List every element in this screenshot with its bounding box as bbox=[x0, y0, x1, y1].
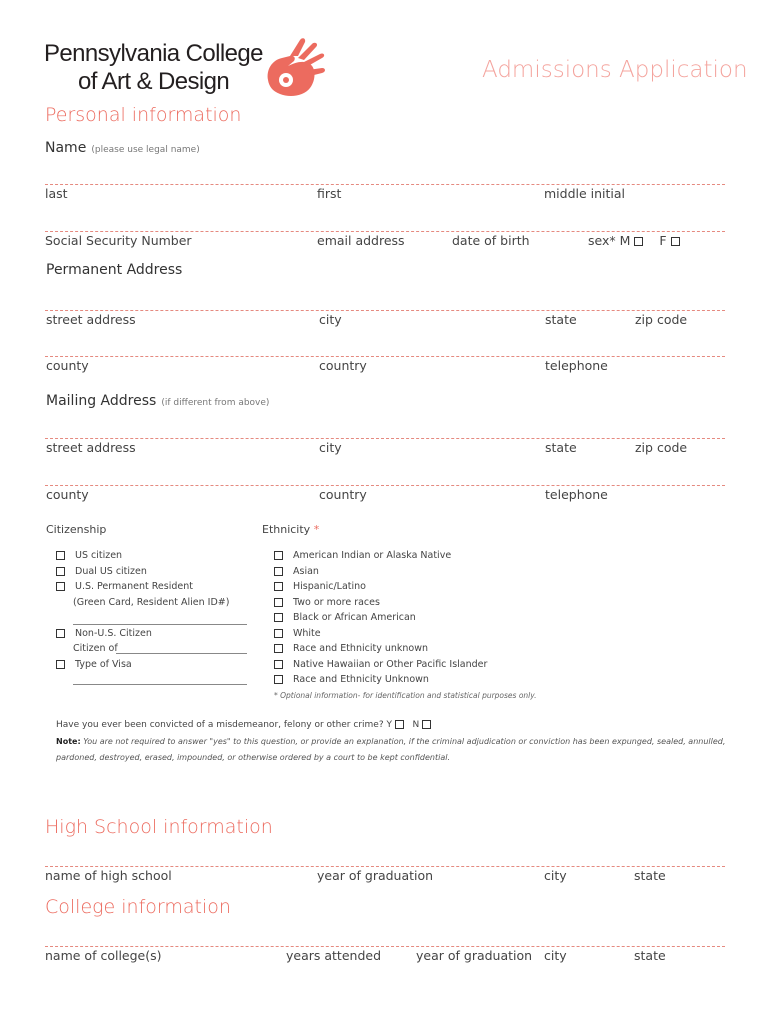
name-label-row bbox=[45, 137, 200, 156]
green-card-note: (Green Card, Resident Alien ID#) bbox=[73, 597, 230, 608]
first-name-label: first bbox=[317, 186, 342, 201]
sex-row bbox=[588, 233, 680, 248]
checkbox-ethnicity[interactable] bbox=[274, 582, 283, 591]
checkbox-ethnicity[interactable] bbox=[274, 613, 283, 622]
citizenship-visa[interactable]: Type of Visa bbox=[56, 659, 132, 670]
perm-city-label: city bbox=[319, 312, 342, 327]
high-school-heading: High School information bbox=[45, 816, 273, 838]
middle-initial-label: middle initial bbox=[544, 186, 626, 201]
ethnicity-option[interactable]: Native Hawaiian or Other Pacific Islander bbox=[274, 659, 487, 670]
perm-county-label: county bbox=[46, 358, 89, 373]
citizenship-us[interactable]: US citizen bbox=[56, 550, 122, 561]
email-label: email address bbox=[317, 233, 405, 248]
high-school-name-label: name of high school bbox=[45, 868, 172, 883]
citizenship-permanent[interactable]: U.S. Permanent Resident bbox=[56, 581, 193, 592]
checkbox-ethnicity[interactable] bbox=[274, 660, 283, 669]
ethnicity-star: * bbox=[313, 523, 320, 536]
mail-telephone-label: telephone bbox=[545, 487, 608, 502]
perm-telephone-label: telephone bbox=[545, 358, 608, 373]
crime-note-label: Note: bbox=[56, 737, 81, 746]
perm-zip-label: zip code bbox=[635, 312, 688, 327]
name-note: (please use legal name) bbox=[91, 145, 200, 155]
ethnicity-option[interactable]: Race and Ethnicity Unknown bbox=[274, 674, 429, 685]
rule-ssn[interactable] bbox=[45, 231, 725, 232]
citizenship-non-us[interactable]: Non-U.S. Citizen bbox=[56, 628, 152, 639]
ssn-label: Social Security Number bbox=[45, 233, 192, 248]
rule-name[interactable] bbox=[45, 184, 725, 185]
college-grad-label: year of graduation bbox=[416, 948, 533, 963]
college-heading: College information bbox=[45, 896, 231, 918]
ethnicity-footnote: * Optional information- for identification and statistical purposes only. bbox=[274, 691, 537, 700]
ethnicity-option[interactable]: White bbox=[274, 628, 321, 639]
rule-perm-street[interactable] bbox=[45, 310, 725, 311]
ethnicity-option[interactable]: Asian bbox=[274, 566, 319, 577]
personal-heading: Personal information bbox=[45, 104, 242, 126]
mail-city-label: city bbox=[319, 440, 342, 455]
ethnicity-option[interactable]: Race and Ethnicity unknown bbox=[274, 643, 428, 654]
crime-yes-label: Y bbox=[386, 720, 392, 730]
citizenship-heading: Citizenship bbox=[46, 523, 107, 536]
dob-label: date of birth bbox=[452, 233, 530, 248]
crime-question: Have you ever been convicted of a misdemeanor, felony or other crime? bbox=[56, 720, 384, 730]
perm-state-label: state bbox=[545, 312, 577, 327]
checkbox-ethnicity[interactable] bbox=[274, 567, 283, 576]
female-checkbox[interactable] bbox=[671, 237, 680, 246]
checkbox-visa[interactable] bbox=[56, 660, 65, 669]
crime-question-row bbox=[56, 720, 431, 730]
ethnicity-option[interactable]: Black or African American bbox=[274, 612, 416, 623]
male-label: M bbox=[619, 233, 631, 248]
mailing-note: (if different from above) bbox=[161, 398, 270, 408]
page-title: Admissions Application bbox=[482, 57, 748, 83]
crime-note-text1: You are not required to answer "yes" to this question, or provide an explanation, if the criminal adjudication or conviction has been expunged, sealed, annulled, bbox=[83, 737, 726, 746]
high-school-city-label: city bbox=[544, 868, 567, 883]
visa-line[interactable] bbox=[73, 684, 247, 685]
mailing-heading-row bbox=[46, 390, 269, 409]
citizenship-dual[interactable]: Dual US citizen bbox=[56, 566, 147, 577]
rule-mail-street[interactable] bbox=[45, 438, 725, 439]
rule-high-school[interactable] bbox=[45, 866, 725, 867]
checkbox-us-citizen[interactable] bbox=[56, 551, 65, 560]
ethnicity-heading-row bbox=[262, 523, 319, 536]
college-city-label: city bbox=[544, 948, 567, 963]
mail-street-label: street address bbox=[46, 440, 136, 455]
permanent-heading: Permanent Address bbox=[46, 262, 183, 278]
citizen-of-label: Citizen of bbox=[73, 643, 118, 654]
citizen-of-line[interactable] bbox=[116, 653, 247, 654]
logo-line-1: Pennsylvania College bbox=[44, 40, 263, 67]
mail-county-label: county bbox=[46, 487, 89, 502]
logo-line-2: of Art & Design bbox=[78, 68, 230, 95]
college-state-label: state bbox=[634, 948, 666, 963]
crime-no-checkbox[interactable] bbox=[422, 720, 431, 729]
sex-label: sex* bbox=[588, 233, 616, 248]
mailing-heading: Mailing Address bbox=[46, 393, 157, 409]
checkbox-ethnicity[interactable] bbox=[274, 598, 283, 607]
rule-perm-county[interactable] bbox=[45, 356, 725, 357]
ethnicity-option[interactable]: Two or more races bbox=[274, 597, 380, 608]
female-label: F bbox=[659, 233, 667, 248]
mail-country-label: country bbox=[319, 487, 367, 502]
checkbox-non-us-citizen[interactable] bbox=[56, 629, 65, 638]
checkbox-ethnicity[interactable] bbox=[274, 551, 283, 560]
checkbox-ethnicity[interactable] bbox=[274, 644, 283, 653]
checkbox-dual-citizen[interactable] bbox=[56, 567, 65, 576]
ethnicity-heading: Ethnicity bbox=[262, 523, 311, 536]
high-school-state-label: state bbox=[634, 868, 666, 883]
crime-no-label: N bbox=[412, 720, 420, 730]
high-school-year-label: year of graduation bbox=[317, 868, 434, 883]
checkbox-permanent-resident[interactable] bbox=[56, 582, 65, 591]
perm-street-label: street address bbox=[46, 312, 136, 327]
male-checkbox[interactable] bbox=[634, 237, 643, 246]
checkbox-ethnicity[interactable] bbox=[274, 675, 283, 684]
hand-logo-icon bbox=[260, 36, 328, 100]
college-years-label: years attended bbox=[286, 948, 382, 963]
perm-country-label: country bbox=[319, 358, 367, 373]
crime-yes-checkbox[interactable] bbox=[395, 720, 404, 729]
checkbox-ethnicity[interactable] bbox=[274, 629, 283, 638]
mail-state-label: state bbox=[545, 440, 577, 455]
rule-college[interactable] bbox=[45, 946, 725, 947]
rule-mail-county[interactable] bbox=[45, 485, 725, 486]
crime-note-line1 bbox=[56, 737, 725, 746]
mail-zip-label: zip code bbox=[635, 440, 688, 455]
green-card-line[interactable] bbox=[73, 624, 247, 625]
ethnicity-option[interactable]: Hispanic/Latino bbox=[274, 581, 366, 592]
last-name-label: last bbox=[45, 186, 68, 201]
crime-note-line2: pardoned, destroyed, erased, impounded, or otherwise ordered by a court to be kept confidential. bbox=[56, 753, 451, 762]
name-label: Name bbox=[45, 140, 87, 156]
ethnicity-option[interactable]: American Indian or Alaska Native bbox=[274, 550, 451, 561]
college-name-label: name of college(s) bbox=[45, 948, 162, 963]
